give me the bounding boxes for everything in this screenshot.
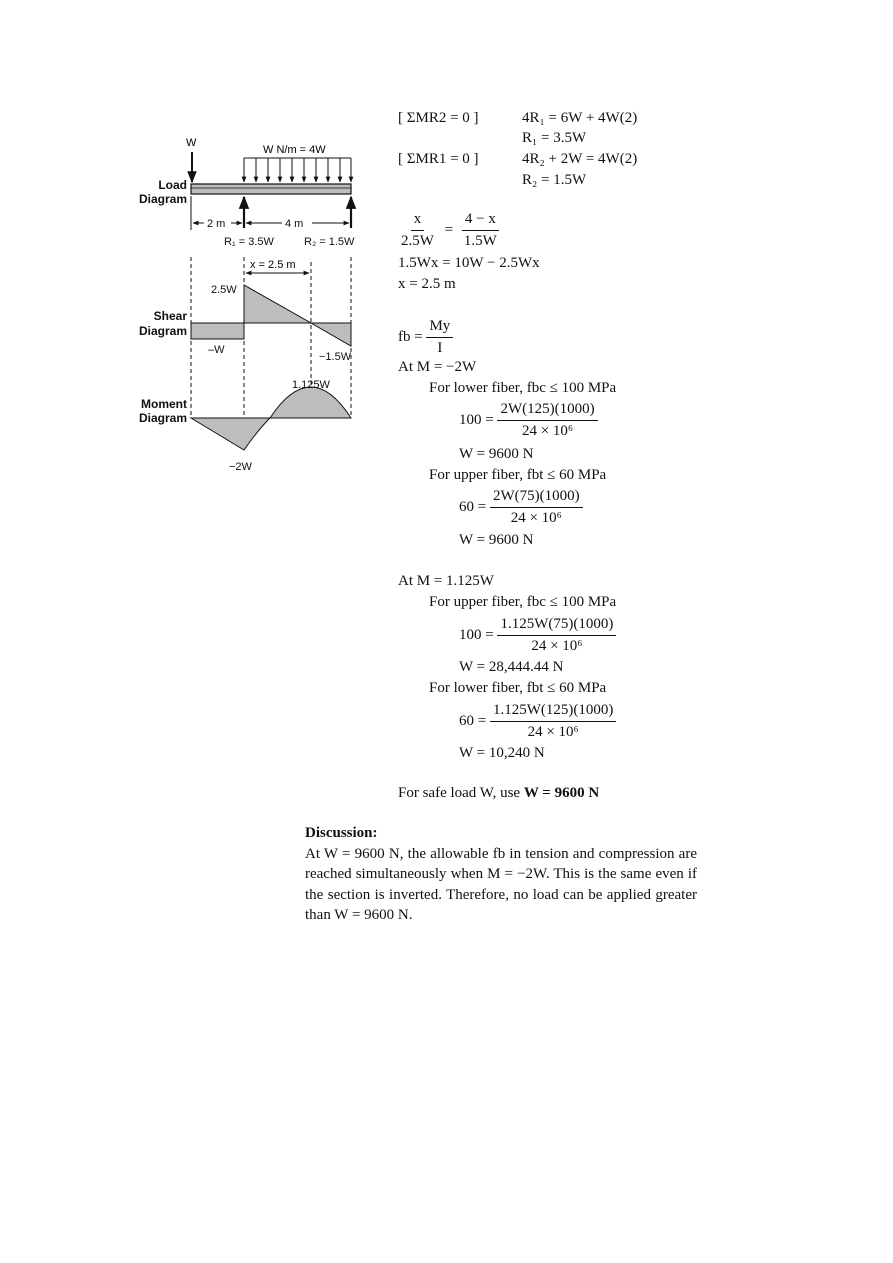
upper-fiber-2-result: W = 28,444.44 N bbox=[459, 659, 564, 675]
ratio-num-right: 4 − x bbox=[462, 211, 499, 231]
distributed-load-label: W N/m = 4W bbox=[263, 144, 326, 156]
lower-fiber-2-equation bbox=[459, 702, 616, 741]
solve-line-2: x = 2.5 m bbox=[398, 276, 456, 292]
upper-fiber-1-result: W = 9600 N bbox=[459, 532, 534, 548]
lower-fiber-1-result: W = 9600 N bbox=[459, 446, 534, 462]
upper-fiber-1: For upper fiber, fbt ≤ 60 MPa bbox=[429, 467, 607, 483]
ratio-den-left: 2.5W bbox=[401, 233, 434, 249]
lower-fiber-2-result: W = 10,240 N bbox=[459, 745, 545, 761]
eq-r2-b: R₂ = 1.5W bbox=[522, 172, 587, 188]
discussion-section bbox=[305, 823, 697, 926]
moment-diagram-label-1: Moment bbox=[141, 397, 187, 411]
ratio-equation: $\frac{x}{2.5W}$ = $\frac{4 - x}{1.5W}$ bbox=[398, 211, 500, 250]
moment-max-label: 1.125W bbox=[292, 379, 330, 391]
moment-positive-region bbox=[270, 387, 351, 418]
upper-fiber-1-equation bbox=[459, 488, 583, 527]
ratio-num-left: x bbox=[411, 211, 425, 231]
x-dimension-label: x = 2.5 m bbox=[250, 259, 296, 271]
shear-negative-right bbox=[311, 323, 351, 346]
sum-moments-r1: [ ΣMR1 = 0 ] bbox=[398, 151, 479, 167]
shear-diagram-label-1: Shear bbox=[153, 309, 187, 323]
shear-negative-left bbox=[191, 323, 244, 339]
moment-negative-region bbox=[191, 418, 270, 450]
shear-max-label: 2.5W bbox=[211, 284, 237, 296]
solve-line-1: 1.5Wx = 10W − 2.5Wx bbox=[398, 255, 540, 271]
lower-fiber-1-equation bbox=[459, 401, 598, 440]
dim-left-label: 2 m bbox=[207, 218, 226, 230]
shear-positive-region bbox=[244, 285, 311, 323]
reaction-r2-label: R₂ = 1.5W bbox=[304, 236, 355, 248]
eq-r1-b: R₁ = 3.5W bbox=[522, 130, 587, 146]
discussion-heading: Discussion: bbox=[305, 825, 378, 841]
at-moment-2: At M = 1.125W bbox=[398, 573, 494, 589]
shear-left-label: –W bbox=[208, 344, 225, 356]
discussion-body: At W = 9600 N, the allowable fb in tension and compression are reached simultaneously when M = −2W. This is the same even if the section is inverted. Therefore, no load can be applied greater than W = 9600 N. bbox=[305, 845, 697, 923]
distributed-load-arrows bbox=[244, 158, 351, 182]
lower1-numerator: 2W(125)(1000) bbox=[497, 401, 597, 421]
shear-min-label: −1.5W bbox=[319, 351, 352, 363]
lower2-lhs: 60 = bbox=[459, 712, 487, 729]
point-load-label: W bbox=[186, 137, 197, 149]
load-diagram-label-2: Diagram bbox=[138, 192, 187, 206]
lower2-denominator: 24 × 10⁶ bbox=[527, 724, 579, 740]
eq-r2-a: 4R₂ + 2W = 4W(2) bbox=[522, 151, 638, 167]
ratio-den-right: 1.5W bbox=[463, 233, 497, 249]
load-diagram-label-1: Load bbox=[158, 178, 187, 192]
upper-fiber-2-equation bbox=[459, 616, 616, 655]
moment-diagram-label-2: Diagram bbox=[138, 411, 187, 425]
dim-right-label: 4 m bbox=[285, 218, 304, 230]
upper2-denominator: 24 × 10⁶ bbox=[531, 638, 583, 654]
flexure-formula bbox=[398, 318, 453, 357]
upper1-numerator: 2W(75)(1000) bbox=[490, 488, 583, 508]
eq-r1-a: 4R₁ = 6W + 4W(2) bbox=[522, 110, 638, 126]
lower1-lhs: 100 = bbox=[459, 411, 494, 428]
shear-diagram-label-2: Diagram bbox=[138, 324, 187, 338]
lower1-denominator: 24 × 10⁶ bbox=[521, 423, 574, 439]
reaction-r1-label: R₁ = 3.5W bbox=[224, 236, 274, 248]
final-answer-prefix: For safe load W, use bbox=[398, 785, 521, 801]
upper2-lhs: 100 = bbox=[459, 626, 494, 643]
beam bbox=[191, 184, 351, 194]
lower2-numerator: 1.125W(125)(1000) bbox=[490, 702, 616, 722]
fb-denominator: I bbox=[437, 340, 443, 356]
lower-fiber-2: For lower fiber, fbt ≤ 60 MPa bbox=[429, 680, 607, 696]
moment-min-label: −2W bbox=[229, 461, 252, 473]
at-moment-1: At M = −2W bbox=[398, 359, 477, 375]
fb-numerator: My bbox=[426, 318, 453, 338]
upper-fiber-2: For upper fiber, fbc ≤ 100 MPa bbox=[429, 594, 617, 610]
final-answer-value: W = 9600 N bbox=[523, 785, 600, 801]
upper1-denominator: 24 × 10⁶ bbox=[510, 510, 562, 526]
upper1-lhs: 60 = bbox=[459, 498, 487, 515]
fb-lhs: fb = bbox=[398, 328, 423, 345]
final-answer bbox=[398, 785, 599, 802]
sum-moments-r2: [ ΣMR2 = 0 ] bbox=[398, 110, 479, 126]
lower-fiber-1: For lower fiber, fbc ≤ 100 MPa bbox=[429, 380, 617, 396]
upper2-numerator: 1.125W(75)(1000) bbox=[497, 616, 616, 636]
